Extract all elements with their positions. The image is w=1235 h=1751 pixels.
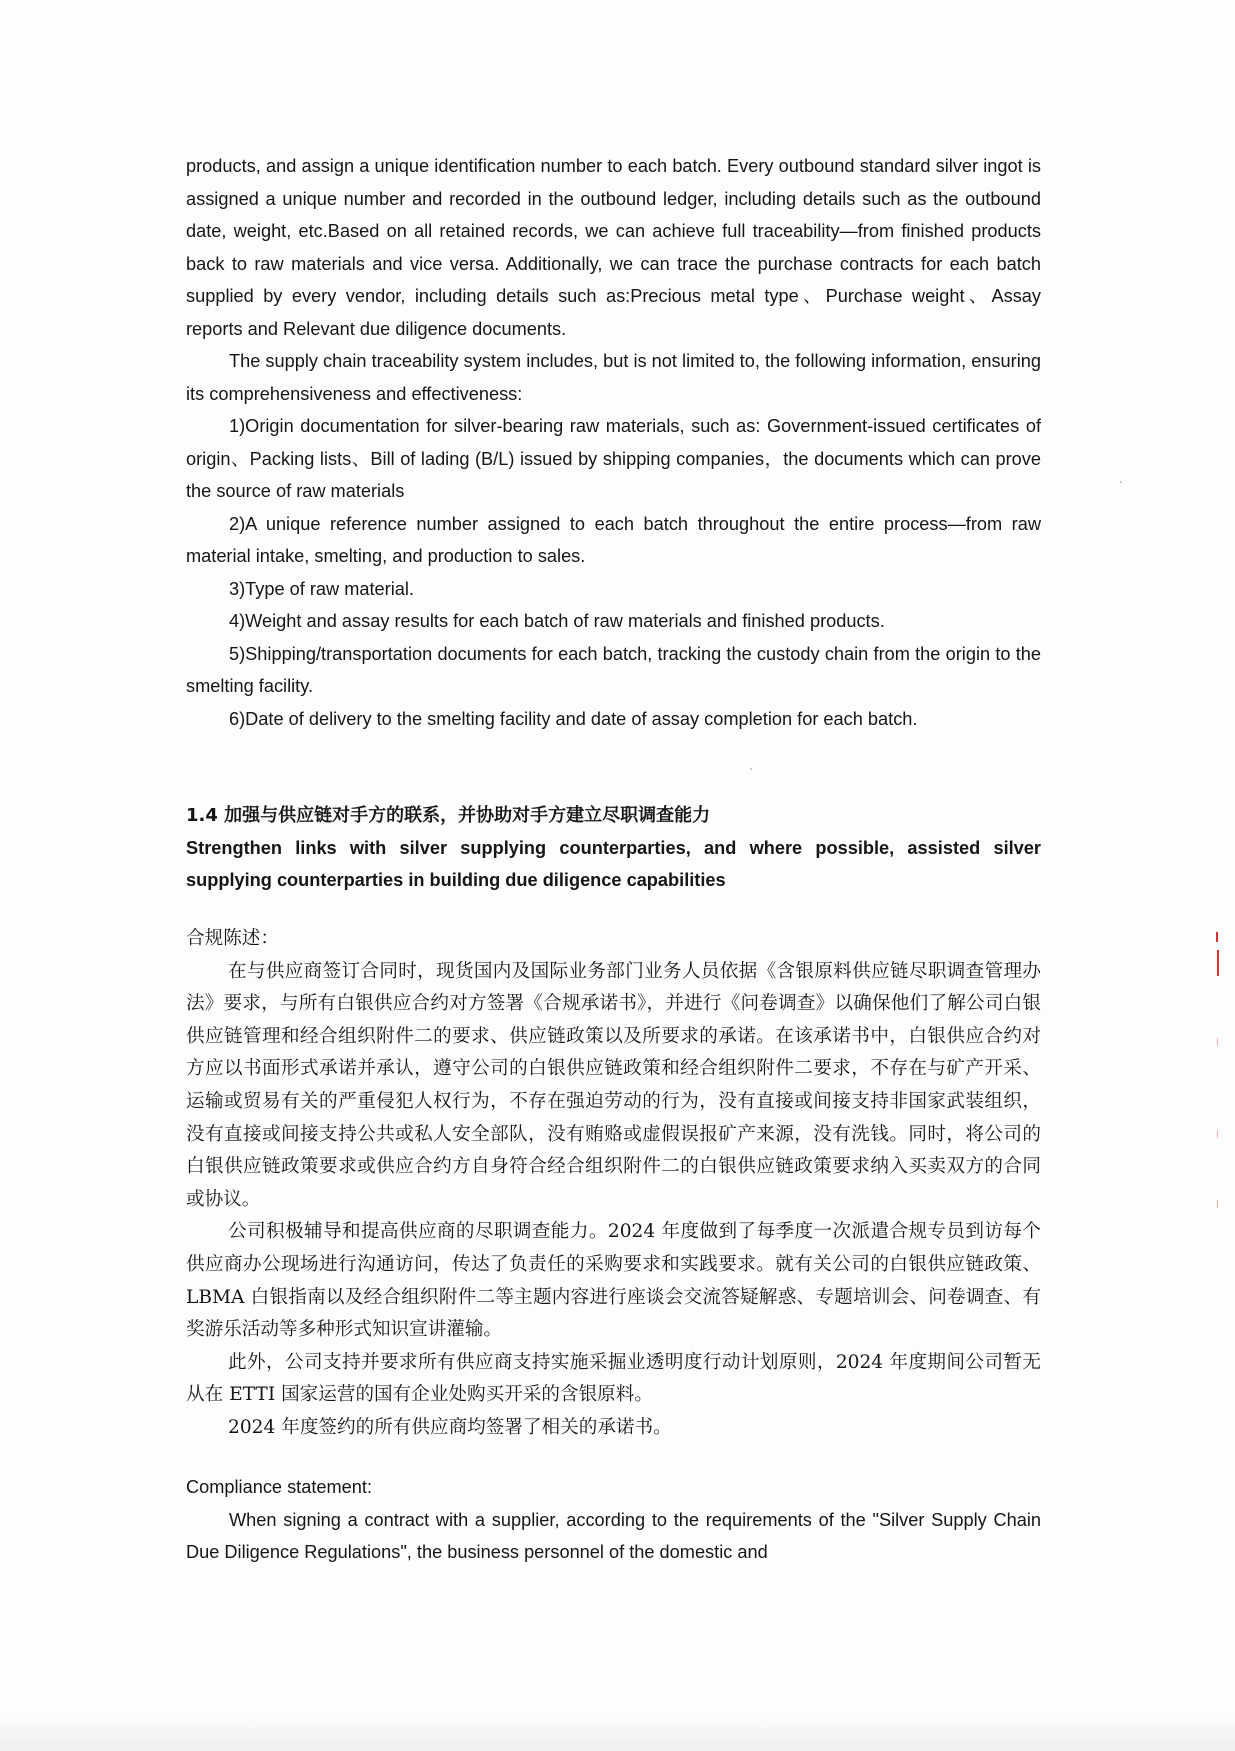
scan-edge-mark [1217, 950, 1219, 976]
list-item-unique-reference: 2)A unique reference number assigned to each batch throughout the entire process—from raw material intake, smelting, and production to sales. [186, 513, 1041, 566]
scan-edge-mark [1217, 1038, 1218, 1046]
traceability-section [186, 150, 1041, 735]
section-heading [186, 800, 1041, 896]
chinese-compliance-statement [186, 923, 1041, 1445]
list-item-material-type: 3)Type of raw material. [229, 578, 414, 599]
paragraph-signed-commitments-chinese: 2024 年度签约的所有供应商均签署了相关的承诺书。 [228, 1416, 672, 1438]
scan-edge-mark [1217, 1130, 1218, 1138]
list-item-weight-assay: 4)Weight and assay results for each batch of raw materials and finished products. [229, 611, 885, 631]
scan-speck [1120, 481, 1122, 483]
paragraph-traceability-system-intro: The supply chain traceability system includes, but is not limited to, the following information, ensuring its comprehensiveness and effectiveness: [186, 351, 1041, 404]
paragraph-contract-commitment-english: When signing a contract with a supplier, according to the requirements of the "Silver Supply Chain Due Diligence Regulations", the business personnel of the domestic and [186, 1509, 1041, 1562]
scan-edge-mark [1216, 932, 1218, 942]
list-item-delivery-date: 6)Date of delivery to the smelting facility and date of assay completion for each batch. [229, 708, 918, 729]
list-item-shipping-documents: 5)Shipping/transportation documents for each batch, tracking the custody chain from the origin to the smelting facility. [186, 643, 1041, 696]
paragraph-contract-commitment-chinese: 在与供应商签订合同时，现货国内及国际业务部门业务人员依据《含银原料供应链尽职调查管理办法》要求，与所有白银供应合约对方签署《合规承诺书》，并进行《问卷调查》以确保他们了解公司白银供应链管理和经合组织附件二的要求、供应链政策以及所要求的承诺。在该承诺书中，白银供应合约对方应以书面形式承诺并承认，遵守公司的白银供应链政策和经合组织附件二要求，不存在与矿产开采、运输或贸易有关的严重侵犯人权行为，不存在强迫劳动的行为，没有直接或间接支持非国家武装组织，没有直接或间接支持公共或私人安全部队，没有贿赂或虚假误报矿产来源，没有洗钱。同时，将公司的白银供应链政策要求或供应合约方自身符合经合组织附件二的白银供应链政策要求纳入买卖双方的合同或协议。 [186, 960, 1041, 1210]
list-item-origin-documentation: 1)Origin documentation for silver-bearing raw materials, such as: Government-issued certificates of origin、Packing lists、Bill of lading (B/L) issued by shipping companies，the documents which can prove the source of raw materials [186, 416, 1041, 501]
scan-speck [750, 768, 752, 770]
paragraph-eiti-chinese: 此外，公司支持并要求所有供应商支持实施采掘业透明度行动计划原则，2024 年度期间公司暂无从在 ETTI 国家运营的国有企业处购买开采的含银原料。 [186, 1351, 1041, 1406]
paragraph-batch-traceability: products, and assign a unique identification number to each batch. Every outbound standard silver ingot is assigned a unique number and recorded in the outbound ledger, including details such as the outbound date, weight, etc.Based on all retained records, we can achieve full traceability—from finished products back to raw materials and vice versa. Additionally, we can trace the purchase contracts for each batch supplied by every vendor, including details such as:Precious metal type、Purchase weight、Assay reports and Relevant due diligence documents. [186, 156, 1041, 339]
compliance-label-chinese: 合规陈述： [186, 928, 279, 949]
paragraph-supplier-training-chinese: 公司积极辅导和提高供应商的尽职调查能力。2024 年度做到了每季度一次派遣合规专员到访每个供应商办公现场进行沟通访问，传达了负责任的采购要求和实践要求。就有关公司的白银供应链政策、LBMA 白银指南以及经合组织附件二等主题内容进行座谈会交流答疑解惑、专题培训会、问卷调查、有奖游乐活动等多种形式知识宣讲灌输。 [186, 1221, 1041, 1341]
compliance-label-english: Compliance statement: [186, 1477, 373, 1497]
scan-bottom-shading [0, 1711, 1235, 1751]
english-compliance-statement [186, 1471, 1041, 1569]
section-heading-english: Strengthen links with silver supplying counterparties, and where possible, assisted silver supplying counterparties in building due diligence capabilities [186, 838, 1041, 890]
section-heading-chinese: 1.4 加强与供应链对手方的联系，并协助对手方建立尽职调查能力 [186, 805, 711, 826]
scan-edge-mark [1217, 1200, 1218, 1208]
